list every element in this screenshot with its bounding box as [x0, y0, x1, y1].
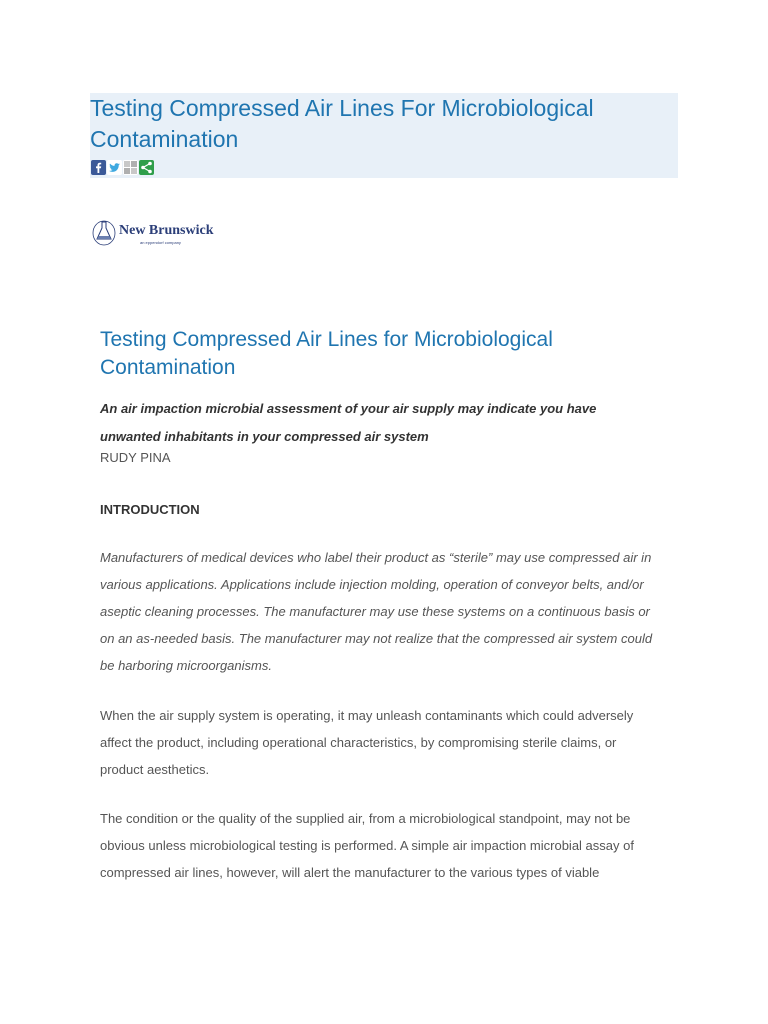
- article-title: Testing Compressed Air Lines for Microbiological Contamination: [100, 328, 553, 379]
- logo-tagline: an eppendorf company: [140, 240, 181, 245]
- page-title: Testing Compressed Air Lines For Microbiological Contamination: [90, 95, 594, 152]
- company-logo: [92, 218, 232, 250]
- google-plus-icon: [123, 160, 138, 175]
- share-button[interactable]: [139, 160, 154, 175]
- flask-logo-icon: [92, 218, 116, 246]
- article-dek: An air impaction microbial assessment of your air supply may indicate you have unwanted inhabitants in your compressed air system: [100, 401, 597, 444]
- body-paragraph: The condition or the quality of the supplied air, from a microbiological standpoint, may not be obvious unless microbiological testing is performed. A simple air impaction microbial assay of compressed air lines, however, will alert the manufacturer to the various types of viable: [100, 811, 634, 880]
- facebook-share-button[interactable]: [91, 160, 106, 175]
- section-heading: INTRODUCTION: [100, 502, 200, 517]
- facebook-icon: [91, 160, 106, 175]
- byline: RUDY PINA: [100, 450, 171, 465]
- header-band: [90, 93, 678, 178]
- intro-paragraph: Manufacturers of medical devices who label their product as “sterile” may use compressed air in various applications. Applications include injection molding, operation of conveyor belts, and/or aseptic cleaning processes. The manufacturer may use these systems on a continuous basis or on an as-needed basis. The manufacturer may not realize that the compressed air system could be harboring microorganisms.: [100, 550, 653, 673]
- twitter-icon: [107, 160, 122, 175]
- body-paragraph: When the air supply system is operating, it may unleash contaminants which could adversely affect the product, including operational characteristics, by compromising sterile claims, or product aesthetics.: [100, 708, 634, 777]
- article: [100, 326, 660, 886]
- google-plus-share-button[interactable]: [123, 160, 138, 175]
- share-bar: [91, 160, 154, 177]
- logo-name: New Brunswick: [119, 223, 214, 238]
- twitter-share-button[interactable]: [107, 160, 122, 175]
- share-icon: [139, 160, 154, 175]
